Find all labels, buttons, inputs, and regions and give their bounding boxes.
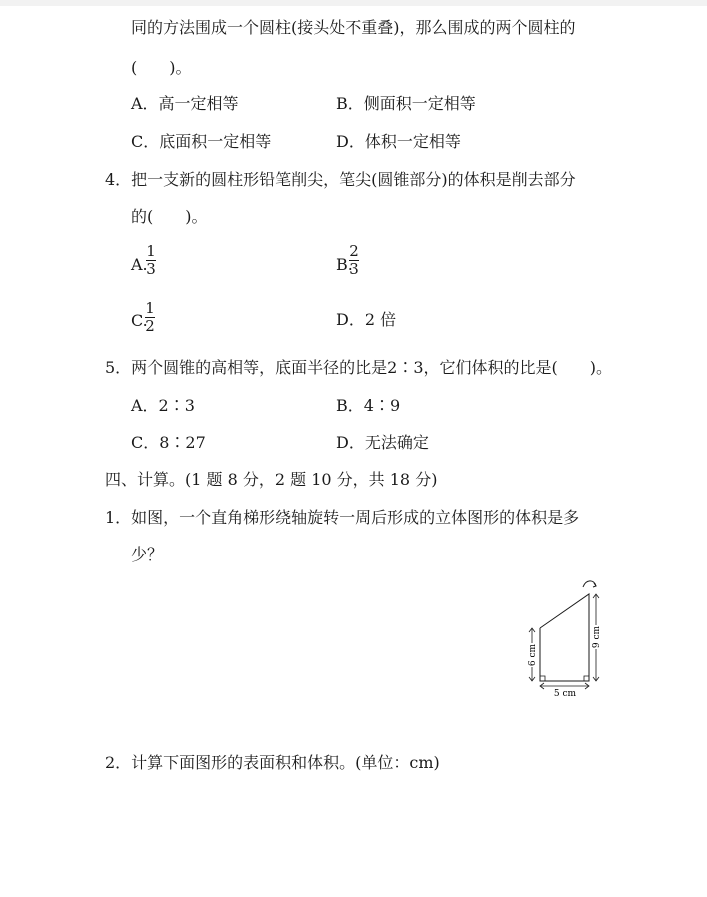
q5-option-a[interactable]: A．2∶3 [131,396,195,415]
q5-option-d[interactable]: D．无法确定 [336,433,429,452]
figure-label-left: 6 cm [528,643,538,667]
fraction-numerator: 1 [145,299,155,317]
right-angle-mark-left [540,676,545,681]
q3-option-a[interactable]: A．高一定相等 [131,94,239,113]
q5-option-c[interactable]: C．8∶27 [131,433,206,452]
s4-q1-line1: 1．如图，一个直角梯形绕轴旋转一周后形成的立体图形的体积是多 [105,508,580,527]
q4-option-b-label: B. [336,255,353,274]
q4-option-c-fraction [145,300,155,335]
q3-option-c[interactable]: C．底面积一定相等 [131,132,272,151]
s4-q1-line2: 少？ [131,545,164,564]
q3-stem-line1: 同的方法围成一个圆柱(接头处不重叠)，那么围成的两个圆柱的 [131,18,576,37]
section4-heading: 四、计算。(1 题 8 分，2 题 10 分，共 18 分) [105,470,438,489]
trapezoid-figure [520,575,610,705]
figure-label-bottom: 5 cm [553,689,577,699]
figure-label-right: 9 cm [592,625,602,649]
q5-option-b[interactable]: B．4∶9 [336,396,401,415]
s4-q2: 2．计算下面图形的表面积和体积。(单位：cm) [105,753,440,772]
q3-stem-line2: ( )。 [131,58,192,77]
q4-option-c-label: C. [131,311,148,330]
q4-option-a-label: A. [131,255,148,274]
trapezoid-shape [540,594,589,681]
q4-option-a-fraction [146,243,156,278]
q3-option-b[interactable]: B．侧面积一定相等 [336,94,476,113]
fraction-numerator: 2 [349,242,359,260]
q5-stem: 5．两个圆锥的高相等，底面半径的比是2∶3，它们体积的比是( )。 [105,358,613,377]
q4-option-b-fraction [349,243,359,278]
fraction-numerator: 1 [146,242,156,260]
q3-option-d[interactable]: D．体积一定相等 [336,132,461,151]
q4-stem-line2: 的( )。 [131,207,208,226]
page-top-edge [0,0,707,6]
right-angle-mark-right [584,676,589,681]
q4-stem-line1: 4．把一支新的圆柱形铅笔削尖，笔尖(圆锥部分)的体积是削去部分 [105,170,576,189]
fraction-denominator: 3 [349,260,359,278]
fraction-denominator: 2 [145,317,155,335]
q4-option-d[interactable]: D．2 倍 [336,310,397,329]
fraction-denominator: 3 [146,260,156,278]
